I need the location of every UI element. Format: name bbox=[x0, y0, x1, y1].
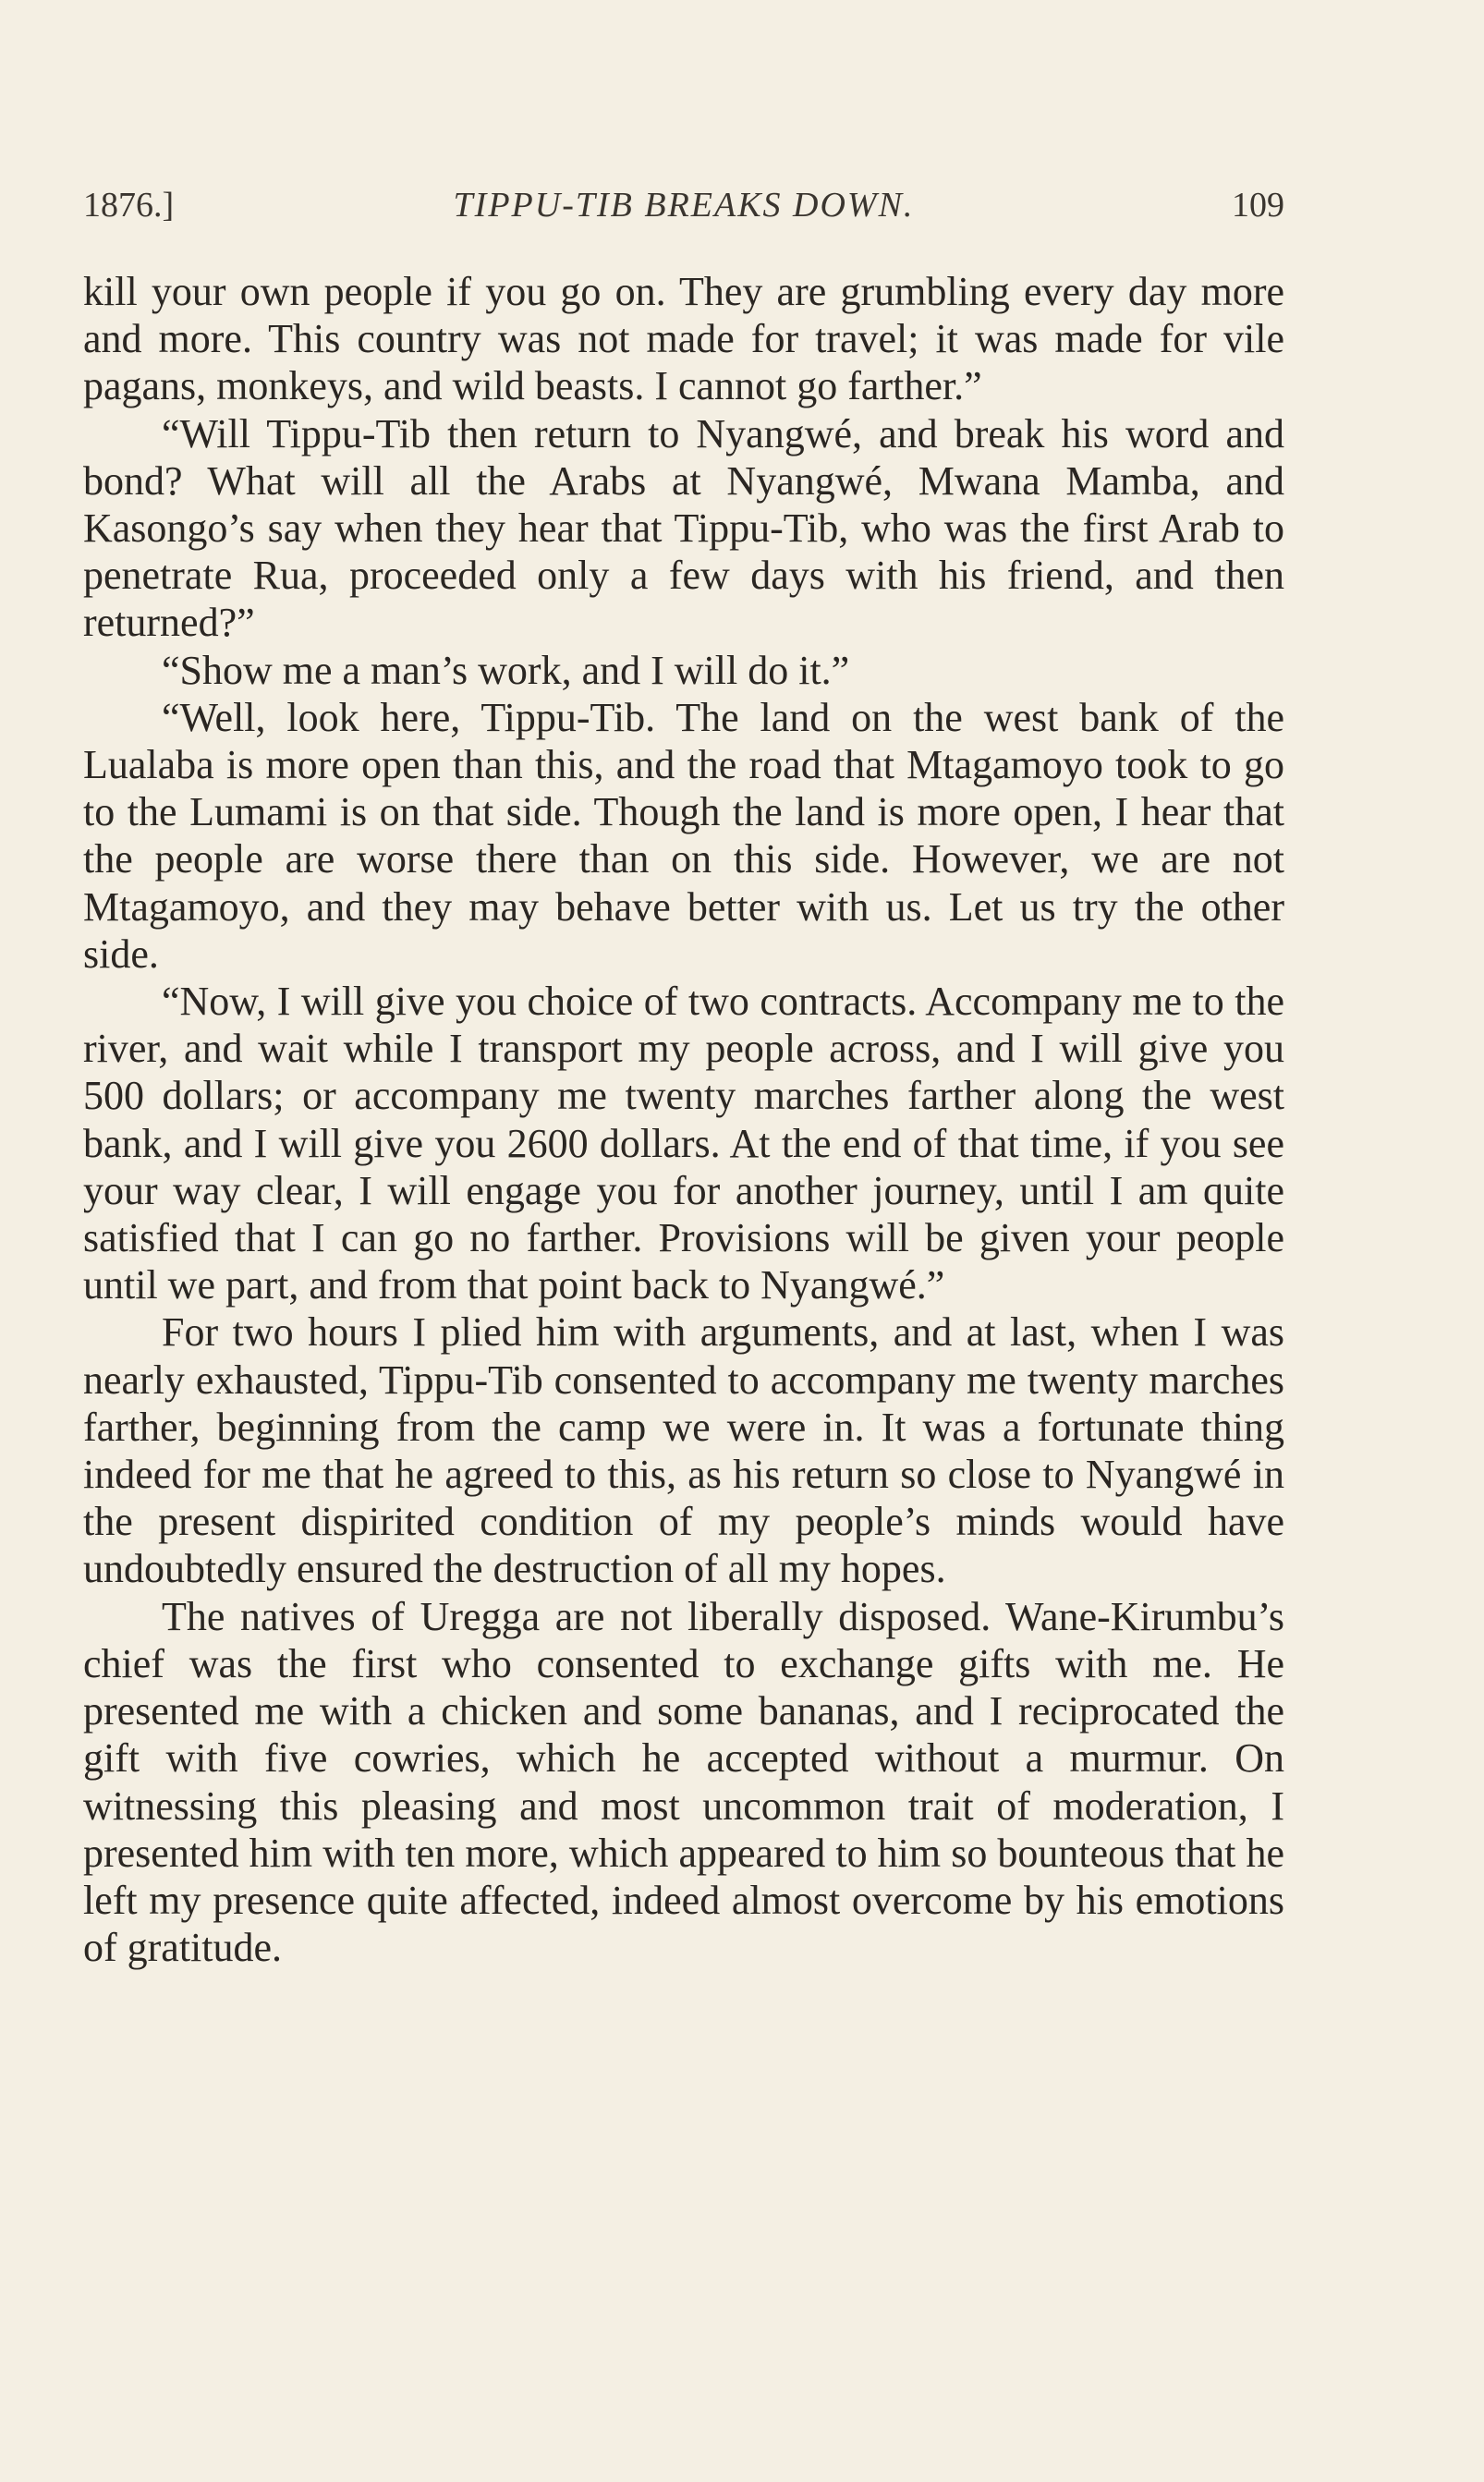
page-number: 109 bbox=[1232, 186, 1284, 225]
running-head bbox=[83, 185, 1284, 231]
body-text bbox=[83, 268, 1284, 1971]
paragraph: “Show me a man’s work, and I will do it.” bbox=[162, 647, 850, 693]
header-year: 1876.] bbox=[83, 186, 175, 225]
paragraph: “Will Tippu-Tib then return to Nyangwé, and break his word and bond? What will all the Arabs at Nyangwé, Mwana Mamba, and Kasongo’s say when they hear that Tippu-Tib, who was the first Arab to penetrate Rua, proceeded only a few days with his friend, and then returned?” bbox=[83, 410, 1284, 646]
paragraph: The natives of Uregga are not liberally disposed. Wane-Kirumbu’s chief was the first who consented to exchange gifts with me. He presented me with a chicken and some bananas, and I reciprocated the gift with five cowries, which he accepted without a murmur. On witnessing this pleasing and most uncommon trait of moderation, I presented him with ten more, which appeared to him so bounteous that he left my presence quite affected, indeed almost overcome by his emotions of gratitude. bbox=[83, 1593, 1284, 1971]
chapter-running-title: TIPPU-TIB BREAKS DOWN. bbox=[453, 186, 915, 225]
paragraph-continued: kill your own people if you go on. They are grumbling every day more and more. This country was not made for travel; it was made for vile pagans, monkeys, and wild beasts. I cannot go farther.” bbox=[83, 269, 1284, 409]
paragraph: “Now, I will give you choice of two contracts. Accompany me to the river, and wait while I transport my people across, and I will give you 500 dollars; or accompany me twenty marches farther along the west bank, and I will give you 2600 dollars. At the end of that time, if you see your way clear, I will engage you for another journey, until I am quite satisfied that I can go no farther. Provisions will be given your people until we part, and from that point back to Nyangwé.” bbox=[83, 979, 1284, 1308]
paragraph: For two hours I plied him with arguments, and at last, when I was nearly exhausted, Tippu-Tib consented to accompany me twenty marches farther, beginning from the camp we were in. It was a fortunate thing indeed for me that he agreed to this, as his return so close to Nyangwé in the present dispirited condition of my people’s minds would have undoubtedly ensured the destruction of all my hopes. bbox=[83, 1309, 1284, 1592]
paragraph: “Well, look here, Tippu-Tib. The land on the west bank of the Lualaba is more open than this, and the road that Mtagamoyo took to go to the Lumami is on that side. Though the land is more open, I hear that the people are worse there than on this side. However, we are not Mtagamoyo, and they may behave better with us. Let us try the other side. bbox=[83, 694, 1284, 977]
